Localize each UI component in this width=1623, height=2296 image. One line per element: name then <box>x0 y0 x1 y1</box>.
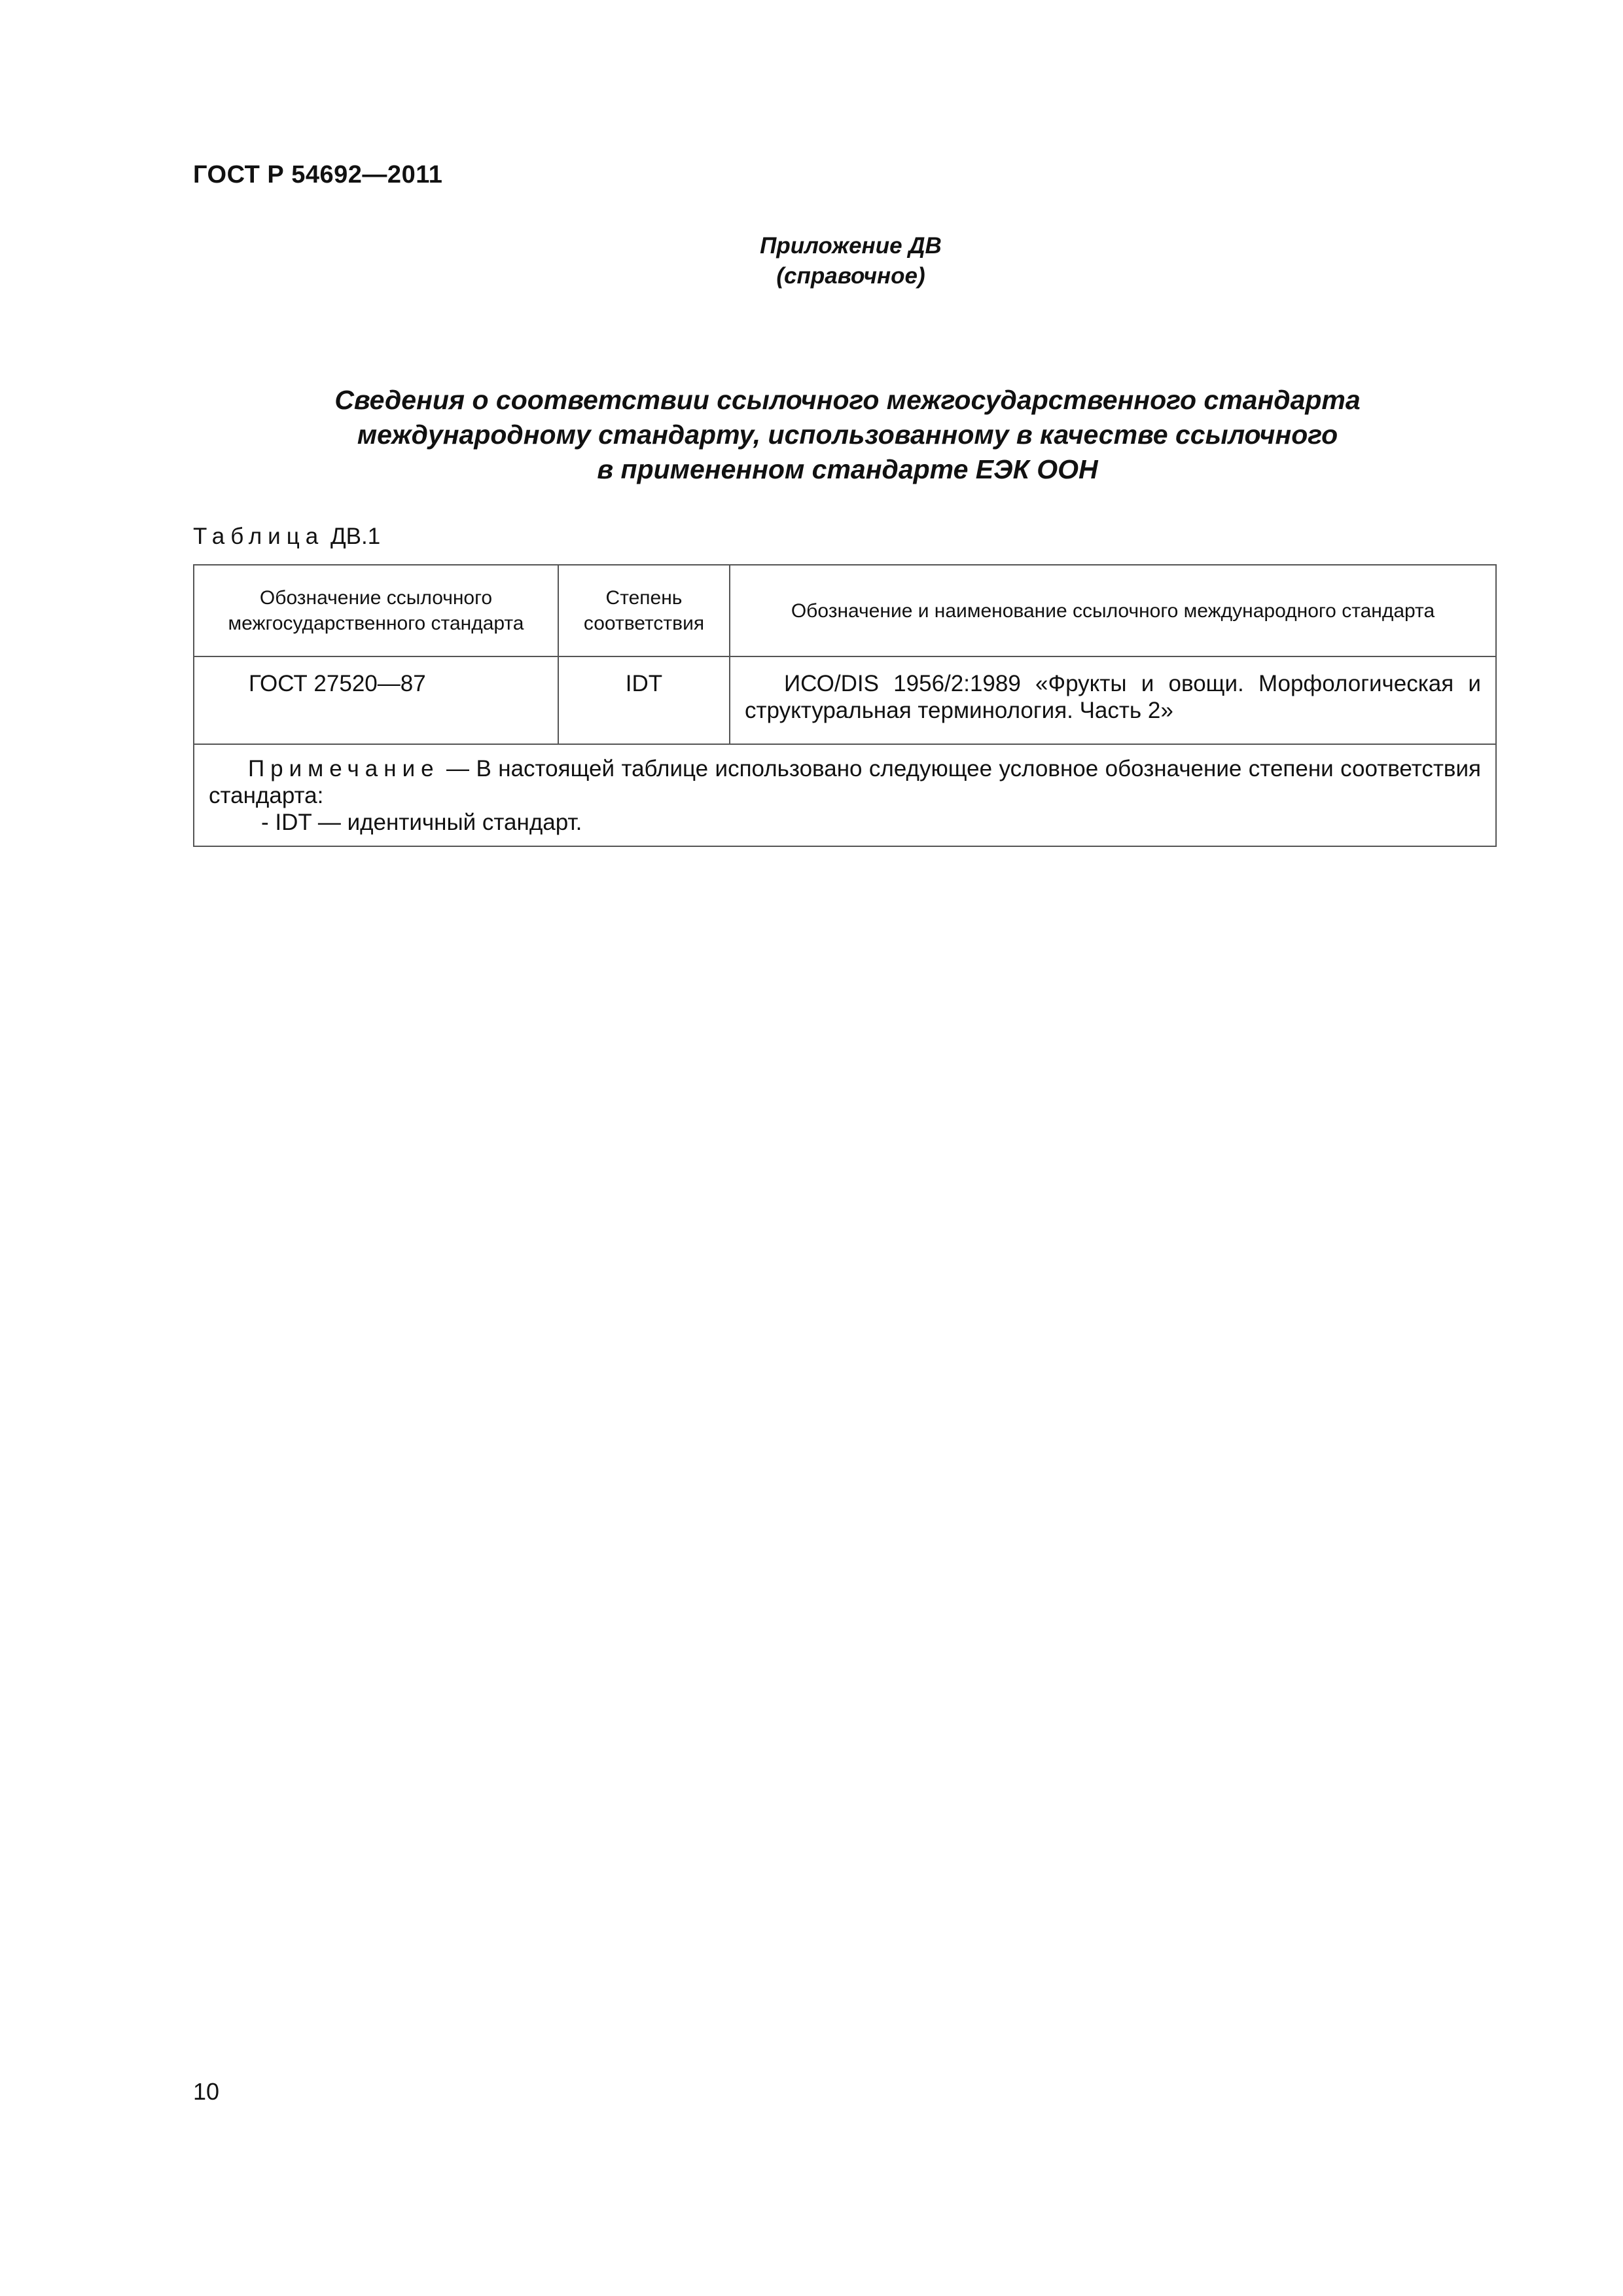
reference-table <box>193 564 1497 847</box>
table-caption-word: Таблица <box>193 524 325 549</box>
table-caption-number: ДВ.1 <box>330 524 381 549</box>
appendix-title: Приложение ДВ <box>760 233 942 259</box>
header-line: Степень <box>605 587 683 609</box>
section-title-line: Сведения о соответствии ссылочного межгосударственного стандарта <box>334 385 1361 415</box>
note-label: Примечание <box>248 756 440 781</box>
header-line: Обозначение ссылочного <box>259 587 493 609</box>
table-row <box>194 656 1496 744</box>
appendix-heading <box>713 231 988 291</box>
header-international <box>730 565 1496 656</box>
table-caption <box>193 524 380 550</box>
note-paragraph <box>209 755 1481 809</box>
cell-degree: IDT <box>558 656 730 744</box>
note-item: - IDT — идентичный стандарт. <box>261 810 582 835</box>
section-title <box>196 383 1499 487</box>
header-line: соответствия <box>583 613 705 634</box>
table-note <box>194 744 1496 846</box>
table-header-row <box>194 565 1496 656</box>
header-designation <box>194 565 558 656</box>
appendix-subtitle: (справочное) <box>776 263 925 289</box>
header-degree <box>558 565 730 656</box>
cell-designation: ГОСТ 27520—87 <box>194 656 558 744</box>
page-number: 10 <box>193 2078 220 2105</box>
page-header: ГОСТ Р 54692—2011 <box>193 161 443 188</box>
section-title-line: в примененном стандарте ЕЭК ООН <box>597 454 1098 484</box>
header-line: межгосударственного стандарта <box>228 613 524 634</box>
section-title-line: международному стандарту, использованному в качестве ссылочного <box>357 420 1338 450</box>
header-line: Обозначение и наименование ссылочного международного стандарта <box>791 600 1435 622</box>
cell-international: ИСО/DIS 1956/2:1989 «Фрукты и овощи. Морфологическая и структуральная терминология. Часть 2» <box>730 656 1496 744</box>
table-note-row <box>194 744 1496 846</box>
note-text: — В настоящей таблице использовано следующее условное обозначение степени соответствия стандарта: <box>209 756 1481 808</box>
